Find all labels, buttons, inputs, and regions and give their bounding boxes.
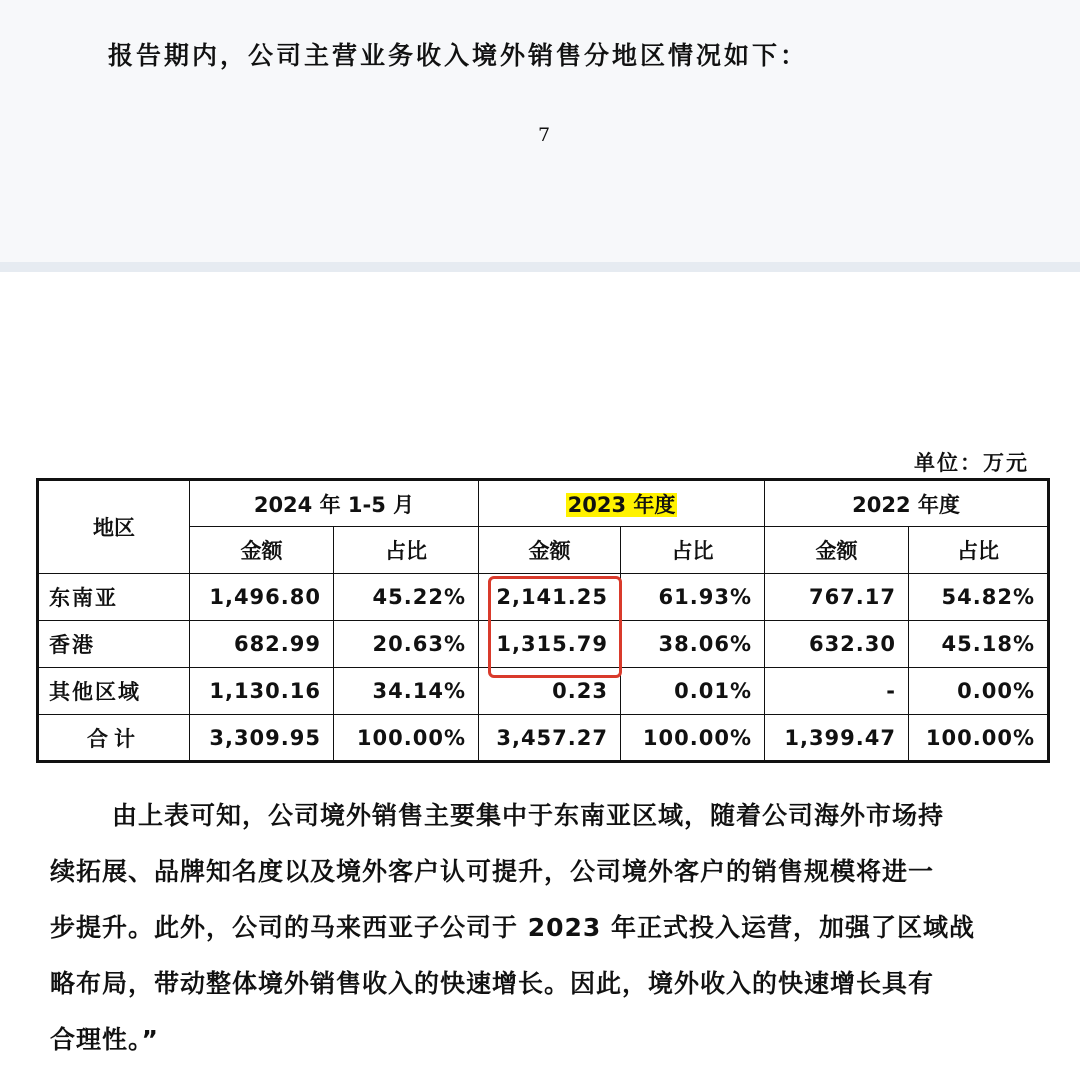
value-cell: 38.06% <box>621 621 765 668</box>
table-row <box>38 574 1049 621</box>
value-cell: 54.82% <box>909 574 1049 621</box>
total-value-cell: 100.00% <box>334 715 479 762</box>
unit-label: 单位：万元 <box>914 451 1029 475</box>
paragraph-line: 由上表可知，公司境外销售主要集中于东南亚区域，随着公司海外市场持 <box>112 801 945 830</box>
table-row <box>38 668 1049 715</box>
previous-page-fragment <box>0 0 1080 262</box>
paragraph-line: 合理性。” <box>50 1025 159 1054</box>
total-value-cell: 100.00% <box>621 715 765 762</box>
total-label: 合计 <box>38 715 190 762</box>
value-cell: 34.14% <box>334 668 479 715</box>
total-value-cell: 100.00% <box>909 715 1049 762</box>
amount-header: 金额 <box>765 527 909 574</box>
total-value-cell: 3,457.27 <box>479 715 621 762</box>
value-cell: 45.18% <box>909 621 1049 668</box>
region-cell: 香港 <box>38 621 190 668</box>
table-total-row <box>38 715 1049 762</box>
total-value-cell: 1,399.47 <box>765 715 909 762</box>
value-cell: - <box>765 668 909 715</box>
table-header-row <box>38 480 1049 527</box>
value-cell: 45.22% <box>334 574 479 621</box>
share-header: 占比 <box>909 527 1049 574</box>
intro-text: 报告期内，公司主营业务收入境外销售分地区情况如下： <box>108 41 809 70</box>
value-cell: 682.99 <box>190 621 334 668</box>
table-row <box>38 621 1049 668</box>
paragraph-line: 略布局，带动整体境外销售收入的快速增长。因此，境外收入的快速增长具有 <box>50 969 935 998</box>
value-cell: 1,130.16 <box>190 668 334 715</box>
value-cell: 0.01% <box>621 668 765 715</box>
value-cell: 0.23 <box>479 668 621 715</box>
region-header: 地区 <box>38 480 190 574</box>
period-header-2022: 2022 年度 <box>765 480 1049 527</box>
body-paragraph <box>50 788 1042 1068</box>
value-cell: 1,315.79 <box>479 621 621 668</box>
page-separator <box>0 262 1080 272</box>
table-subheader-row <box>38 527 1049 574</box>
total-value-cell: 3,309.95 <box>190 715 334 762</box>
page-number: 7 <box>538 124 551 146</box>
value-cell: 0.00% <box>909 668 1049 715</box>
region-cell: 东南亚 <box>38 574 190 621</box>
share-header: 占比 <box>621 527 765 574</box>
value-cell: 20.63% <box>334 621 479 668</box>
value-cell: 767.17 <box>765 574 909 621</box>
amount-header: 金额 <box>479 527 621 574</box>
value-cell: 632.30 <box>765 621 909 668</box>
paragraph-line: 续拓展、品牌知名度以及境外客户认可提升，公司境外客户的销售规模将进一 <box>50 857 935 886</box>
highlighted-period: 2023 年度 <box>567 492 676 517</box>
value-cell: 1,496.80 <box>190 574 334 621</box>
period-header-2023 <box>479 480 765 527</box>
regional-sales-table <box>36 478 1050 763</box>
paragraph-line: 步提升。此外，公司的马来西亚子公司于 2023 年正式投入运营，加强了区域战 <box>50 913 975 942</box>
value-cell: 2,141.25 <box>479 574 621 621</box>
region-cell: 其他区域 <box>38 668 190 715</box>
amount-header: 金额 <box>190 527 334 574</box>
period-header-2024: 2024 年 1-5 月 <box>190 480 479 527</box>
share-header: 占比 <box>334 527 479 574</box>
value-cell: 61.93% <box>621 574 765 621</box>
